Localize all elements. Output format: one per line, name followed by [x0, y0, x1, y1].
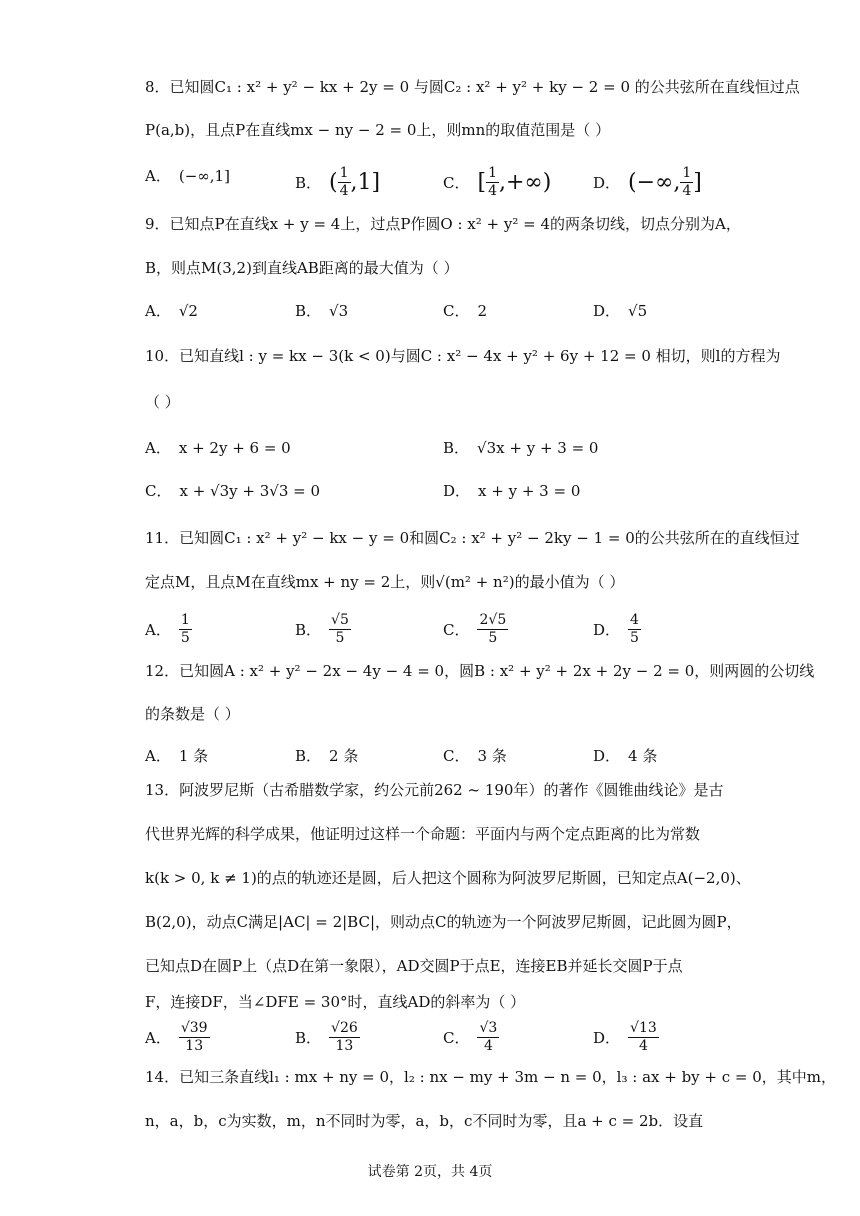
option-label: C． [443, 302, 470, 320]
option-label: A． [145, 167, 171, 185]
question-8-line: P(a,b)，且点P在直线mx − ny − 2 = 0上，则mn的取值范围是（ ） [145, 121, 611, 139]
option-b[interactable] [443, 437, 598, 458]
option-label: A． [145, 621, 171, 639]
question-13-line: F，连接DF，当∠DFE = 30°时，直线AD的斜率为（ ） [145, 993, 526, 1011]
option-a[interactable] [145, 165, 230, 186]
option-text: 1 条 [178, 747, 209, 765]
question-13-line: 13．阿波罗尼斯（古希腊数学家，约公元前262 ~ 190年）的著作《圆锥曲线论》是古 [145, 781, 724, 799]
option-label: B． [295, 621, 322, 639]
option-suffix: ,1] [350, 170, 381, 195]
option-a[interactable] [145, 437, 291, 458]
option-d[interactable] [593, 612, 641, 647]
question-10-options [145, 480, 725, 510]
option-fraction [179, 612, 192, 647]
option-suffix: ,+∞) [499, 170, 552, 195]
option-prefix: ( [329, 170, 338, 195]
question-10-options [145, 437, 725, 467]
option-label: B． [295, 1029, 322, 1047]
question-8-line: 8．已知圆C₁ : x² + y² − kx + 2y = 0 与圆C₂ : x² + y² + ky − 2 = 0 的公共弦所在直线恒过点 [145, 78, 800, 96]
fraction-denominator: 13 [335, 1038, 354, 1054]
option-text: 2 条 [329, 747, 359, 765]
option-text: (−∞,1] [178, 166, 230, 185]
fraction-numerator: 1 [339, 165, 349, 181]
option-label: C． [145, 482, 172, 500]
option-b[interactable] [295, 1020, 360, 1055]
fraction-numerator: 1 [488, 165, 497, 181]
option-a[interactable] [145, 745, 208, 766]
fraction-denominator: 5 [180, 630, 190, 646]
fraction-numerator: √13 [630, 1020, 657, 1036]
option-label: D． [593, 621, 621, 639]
option-text: 3 条 [477, 747, 507, 765]
fraction-denominator: 4 [339, 183, 349, 199]
option-text: √2 [178, 301, 198, 320]
fraction-denominator: 4 [483, 1038, 493, 1054]
question-9-line: B，则点M(3,2)到直线AB距离的最大值为（ ） [145, 259, 459, 277]
option-c[interactable] [145, 480, 320, 501]
option-d[interactable] [593, 300, 647, 321]
option-label: C． [443, 621, 470, 639]
option-c[interactable] [443, 612, 508, 647]
option-prefix: [ [477, 170, 487, 195]
question-13-line: 已知点D在圆P上（点D在第一象限），AD交圆P于点E，连接EB并延长交圆P于点 [145, 957, 683, 975]
option-label: D． [593, 174, 621, 192]
option-label: B． [295, 174, 322, 192]
fraction-denominator: 4 [638, 1038, 648, 1054]
fraction-numerator: √39 [180, 1020, 208, 1036]
option-a[interactable] [145, 612, 192, 647]
option-text: 4 条 [628, 747, 658, 765]
option-fraction [329, 612, 351, 647]
option-b[interactable] [295, 612, 351, 647]
option-fraction [477, 612, 508, 647]
option-fraction [338, 165, 351, 200]
option-label: A． [145, 1029, 171, 1047]
fraction-numerator: √3 [479, 1020, 498, 1036]
fraction-denominator: 4 [682, 183, 692, 199]
option-label: D． [443, 482, 471, 500]
option-d[interactable] [593, 745, 657, 766]
option-label: A． [145, 302, 171, 320]
question-13-line: B(2,0)，动点C满足|AC| = 2|BC|，则动点C的轨迹为一个阿波罗尼斯圆，记此圆为圆P， [145, 913, 742, 931]
option-c[interactable] [443, 165, 551, 200]
option-label: B． [295, 747, 322, 765]
option-text: x + 2y + 6 = 0 [178, 438, 291, 457]
option-d[interactable] [593, 165, 702, 200]
option-fraction [477, 1020, 499, 1055]
fraction-numerator: 1 [180, 612, 190, 628]
question-12-line: 的条数是（ ） [145, 705, 240, 723]
option-fraction [486, 165, 499, 200]
fraction-denominator: 5 [630, 630, 639, 646]
option-a[interactable] [145, 300, 198, 321]
option-suffix: ] [693, 170, 702, 195]
question-12-line: 12．已知圆A : x² + y² − 2x − 4y − 4 = 0，圆B : x² + y² + 2x + 2y − 2 = 0，则两圆的公切线 [145, 662, 815, 680]
fraction-denominator: 5 [488, 630, 498, 646]
option-text: x + √3y + 3√3 = 0 [179, 481, 321, 500]
fraction-numerator: √26 [331, 1020, 358, 1036]
option-label: B． [295, 302, 322, 320]
question-9-options [145, 300, 725, 330]
option-fraction [628, 1020, 659, 1055]
option-label: C． [443, 1029, 470, 1047]
question-11-line: 11．已知圆C₁ : x² + y² − kx − y = 0和圆C₂ : x² + y² − 2ky − 1 = 0的公共弦所在的直线恒过 [145, 529, 800, 547]
fraction-numerator: 4 [630, 612, 639, 628]
option-c[interactable] [443, 1020, 499, 1055]
option-b[interactable] [295, 300, 348, 321]
question-13-line: 代世界光辉的科学成果，他证明过这样一个命题：平面内与两个定点距离的比为常数 [145, 825, 701, 843]
option-fraction [680, 165, 693, 200]
question-11-line: 定点M，且点M在直线mx + ny = 2上，则√(m² + n²)的最小值为（ ） [145, 573, 625, 591]
question-10-line: （ ） [145, 393, 180, 411]
option-text: 2 [477, 301, 488, 320]
option-b[interactable] [295, 165, 380, 200]
option-text: √5 [628, 301, 648, 320]
page-footer: 试卷第 2页，共 4页 [367, 1164, 493, 1180]
option-label: C． [443, 747, 470, 765]
option-text: √3 [329, 301, 349, 320]
fraction-numerator: √5 [331, 612, 349, 628]
fraction-denominator: 4 [488, 183, 497, 199]
option-label: D． [593, 302, 621, 320]
fraction-denominator: 5 [335, 630, 345, 646]
option-c[interactable] [443, 300, 487, 321]
question-14-line: 14．已知三条直线l₁ : mx + ny = 0，l₂ : nx − my + 3m − n = 0，l₃ : ax + by + c = 0，其中m， [145, 1068, 837, 1086]
question-8-options [145, 165, 725, 199]
option-text: x + y + 3 = 0 [478, 481, 581, 500]
option-d[interactable] [593, 1020, 659, 1055]
question-14-line: n，a，b，c为实数，m，n不同时为零，a，b，c不同时为零，且a + c = 2b．设直 [145, 1112, 704, 1130]
question-11-options [145, 612, 725, 646]
option-fraction [628, 612, 641, 647]
option-a[interactable] [145, 1020, 210, 1055]
option-label: B． [443, 439, 470, 457]
question-10-line: 10．已知直线l : y = kx − 3(k < 0)与圆C : x² − 4x + y² + 6y + 12 = 0 相切，则l的方程为 [145, 347, 781, 365]
fraction-numerator: 1 [682, 165, 692, 181]
option-b[interactable] [295, 745, 358, 766]
option-label: D． [593, 747, 621, 765]
question-13-options [145, 1020, 725, 1054]
option-fraction [179, 1020, 210, 1055]
option-fraction [329, 1020, 360, 1055]
fraction-denominator: 13 [185, 1038, 204, 1054]
option-text: √3x + y + 3 = 0 [477, 438, 599, 457]
question-12-options [145, 745, 725, 775]
option-d[interactable] [443, 480, 580, 501]
question-9-line: 9．已知点P在直线x + y = 4上，过点P作圆O : x² + y² = 4的两条切线，切点分别为A， [145, 215, 741, 233]
fraction-numerator: 2√5 [479, 612, 507, 628]
question-13-line: k(k > 0, k ≠ 1)的点的轨迹还是圆，后人把这个圆称为阿波罗尼斯圆，已知定点A(−2,0)、 [145, 869, 751, 887]
option-label: A． [145, 747, 171, 765]
option-label: D． [593, 1029, 621, 1047]
option-label: A． [145, 439, 171, 457]
option-label: C． [443, 174, 470, 192]
option-prefix: (−∞, [628, 170, 681, 195]
option-c[interactable] [443, 745, 507, 766]
